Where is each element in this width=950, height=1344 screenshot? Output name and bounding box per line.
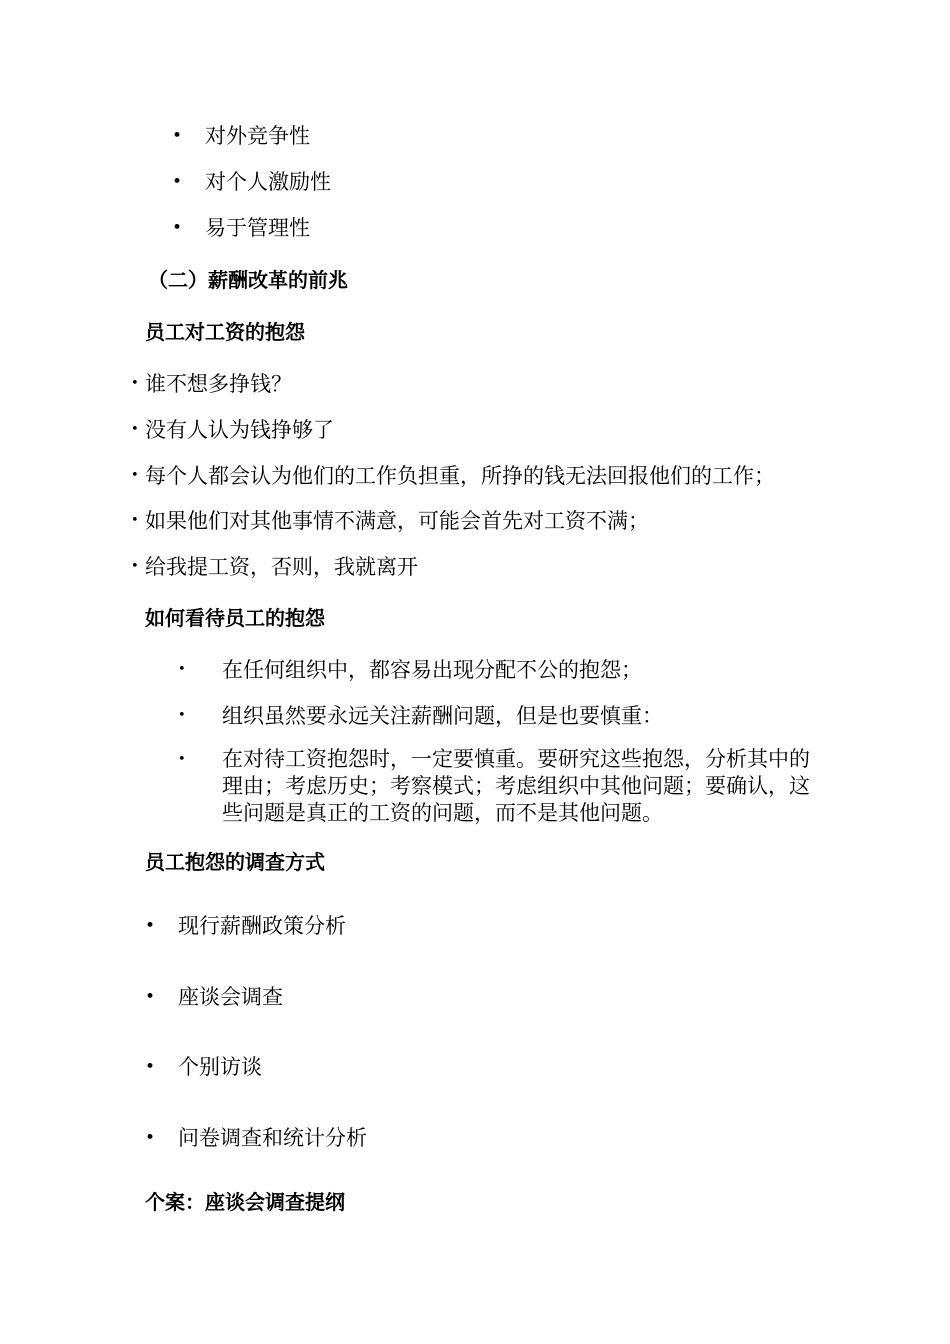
list-item: 对个人激励性 <box>205 170 331 194</box>
bullet-icon: • <box>172 218 183 238</box>
bullet-icon: • <box>145 1128 156 1148</box>
bullet-icon: • <box>131 468 139 483</box>
bullet-icon: • <box>131 376 139 391</box>
list-item: 现行薪酬政策分析 <box>178 914 346 938</box>
list-item: 如果他们对其他事情不满意，可能会首先对工资不满； <box>145 509 649 533</box>
list-item: 在对待工资抱怨时，一定要慎重。要研究这些抱怨，分析其中的理由；考虑历史；考察模式；考虑组织中其他问题；要确认，这些问题是真正的工资的问题，而不是其他问题。 <box>222 747 810 825</box>
bullet-icon: • <box>145 1057 156 1077</box>
bullet-icon: • <box>131 513 139 528</box>
list-item: 个别访谈 <box>178 1055 262 1079</box>
list-item: 座谈会调查 <box>178 985 283 1009</box>
list-item: 易于管理性 <box>205 216 310 240</box>
bullet-icon: • <box>178 752 186 767</box>
bullet-icon: • <box>172 172 183 192</box>
list-item: 在任何组织中，都容易出现分配不公的抱怨； <box>222 658 642 682</box>
list-item: 没有人认为钱挣够了 <box>145 418 334 442</box>
bullet-icon: • <box>145 987 156 1007</box>
list-item: 给我提工资，否则，我就离开 <box>145 555 418 579</box>
bullet-icon: • <box>131 422 139 437</box>
list-item: 谁不想多挣钱？ <box>145 372 292 396</box>
case-title: 个案：座谈会调查提纲 <box>145 1190 345 1214</box>
bullet-icon: • <box>178 708 186 723</box>
list-item: 每个人都会认为他们的工作负担重，所挣的钱无法回报他们的工作； <box>145 464 775 488</box>
subsection-heading: 员工对工资的抱怨 <box>145 320 305 344</box>
bullet-icon: • <box>178 662 186 677</box>
bullet-icon: • <box>172 126 183 146</box>
list-item: 组织虽然要永远关注薪酬问题，但是也要慎重： <box>222 704 663 728</box>
list-item: 问卷调查和统计分析 <box>178 1126 367 1150</box>
bullet-icon: • <box>131 559 139 574</box>
section-title: （二）薪酬改革的前兆 <box>148 268 348 292</box>
subsection-heading: 员工抱怨的调查方式 <box>145 850 325 874</box>
subsection-heading: 如何看待员工的抱怨 <box>145 606 325 630</box>
list-item: 对外竞争性 <box>205 124 310 148</box>
bullet-icon: • <box>145 916 156 936</box>
